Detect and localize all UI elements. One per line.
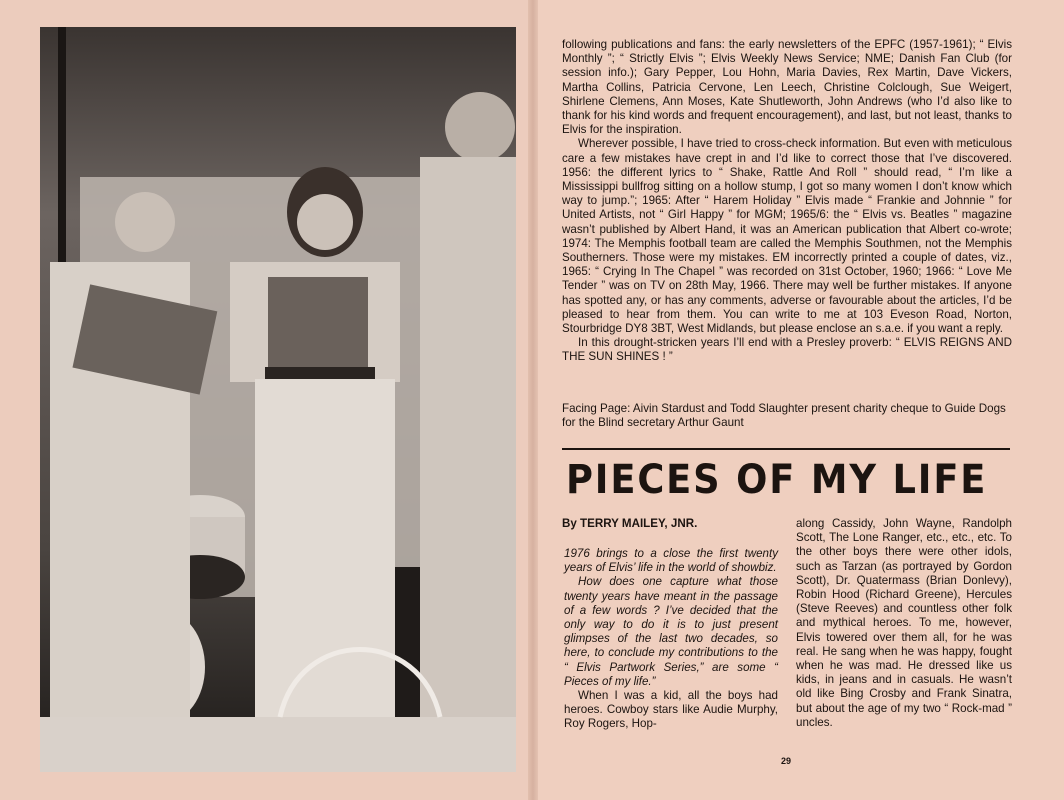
photo-stage-icon <box>40 27 516 772</box>
byline: By TERRY MAILEY, JNR. <box>562 517 698 530</box>
paragraph: along Cassidy, John Wayne, Randolph Scott, The Lone Ranger, etc., etc., etc. To the other boys there were other idols, such as Tarzan (as portrayed by Gordon Scott), Dr. Quatermass (Brian Donlevy), Robin Hood (Richard Greene), Hercules (Steve Reeves) and countless other folk and mythical heroes. To me, however, Elvis towered over them all, for he was real. He sang when he was happy, fought when he was mad. He dressed like us kids, in jeans and in casuals. He wasn’t old like Bing Crosby and Frank Sinatra, but about the age of my two “ Rock-mad ” uncles. <box>796 517 1012 729</box>
continued-article-text <box>562 38 1012 365</box>
intro-paragraph: 1976 brings to a close the first twenty years of Elvis’ life in the world of showbiz. <box>564 547 778 575</box>
paragraph: following publications and fans: the early newsletters of the EPFC (1957-1961); “ Elvis Monthly ”; “ Strictly Elvis ”; Elvis Weekly News Service; NME; Danish Fan Club (for session info.); Gary Pepper, Lou Hohn, Maria Davies, Rex Martin, Dave Vickers, Martha Collins, Patricia Cervone, Len Leech, Christine Colclough, Sue Weigert, Shirlene Clemens, Ann Moses, Kate Shutleworth, John Andrews (who I’d also like to thank for his kind words and frequent encouragement), and last, but not least, thanks to Elvis for the inspiration. <box>562 38 1012 137</box>
article-column-1 <box>562 517 778 732</box>
intro-paragraph: How does one capture what those twenty years have meant in the passage of a few words ? I’ve decided that the only way to do it is to just present glimpses of the last two decades, so here, to conclude my contributions to the “ Elvis Partwork Series,” are some “ Pieces of my life.” <box>564 575 778 688</box>
article-headline: PIECES OF MY LIFE <box>566 457 988 503</box>
article-column-2 <box>796 517 1012 730</box>
paragraph: When I was a kid, all the boys had heroes. Cowboy stars like Audie Murphy, Roy Rogers, Hop- <box>564 689 778 731</box>
stage-photo <box>40 27 516 772</box>
page-gutter <box>528 0 538 800</box>
paragraph: Wherever possible, I have tried to cross-check information. But even with meticulous care a few mistakes have crept in and I’d like to correct those that I’ve discovered. 1956: the different lyrics to “ Shake, Rattle And Roll ” should read, “ I’m like a Mississippi bullfrog sitting on a hollow stump, I got so many women I don’t know which way to jump.”; 1965: After “ Harem Holiday ” Elvis made “ Frankie and Johnnie ” for United Artists, not “ Girl Happy ” for MGM; 1965/6: the “ Elvis vs. Beatles ” magazine wasn’t published by Albert Hand, it was an American publication that Albert co-wrote; 1974: The Memphis football team are called the Memphis Southmen, not the Memphis Southerners. Those were my mistakes. EM incorrectly printed a couple of dates, viz., 1965: “ Crying In The Chapel ” was recorded on 31st October, 1960; 1966: “ Love Me Tender ” was on TV on 28th May, 1966. There may well be further mistakes. If anyone has spotted any, or has any comments, adverse or favourable about the articles, I’d be pleased to hear from them. You can write to me at 103 Eveson Road, Norton, Stourbridge DY8 3BT, West Midlands, but please enclose an s.a.e. if you want a reply. <box>562 137 1012 336</box>
photo-caption: Facing Page: Aivin Stardust and Todd Slaughter present charity cheque to Guide Dogs for the Blind secretary Arthur Gaunt <box>562 402 1006 430</box>
page-number: 29 <box>781 756 792 766</box>
paragraph: In this drought-stricken years I’ll end with a Presley proverb: “ ELVIS REIGNS AND THE SUN SHINES ! ” <box>562 336 1012 364</box>
divider-rule <box>562 448 1010 450</box>
